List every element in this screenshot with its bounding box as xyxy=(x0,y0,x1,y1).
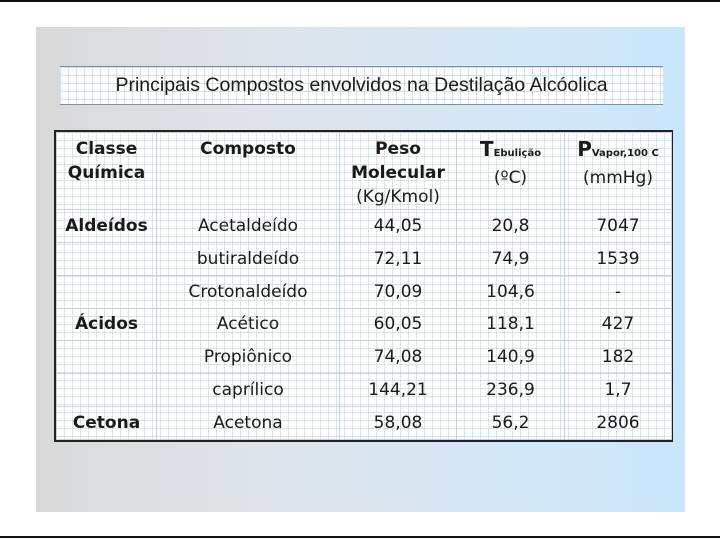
header-pvap-subscript: Vapor,100 C xyxy=(591,148,659,159)
table-row xyxy=(57,242,672,275)
header-teb-symbol: T xyxy=(479,137,494,161)
cell-pvap: 2806 xyxy=(565,407,672,440)
header-classe-line2: Química xyxy=(67,163,146,183)
header-composto-label: Composto xyxy=(200,139,296,159)
cell-classe xyxy=(57,275,157,308)
cell-classe xyxy=(57,242,157,275)
cell-composto: Acetaldeído xyxy=(157,210,340,243)
cell-peso: 58,08 xyxy=(340,407,457,440)
cell-teb: 104,6 xyxy=(457,275,565,308)
cell-teb: 20,8 xyxy=(457,210,565,243)
cell-classe xyxy=(57,341,157,374)
header-peso-line1: Peso xyxy=(375,139,421,159)
cell-classe xyxy=(57,374,157,407)
table-row xyxy=(57,308,672,341)
header-pvap xyxy=(565,133,672,210)
cell-pvap: 182 xyxy=(565,341,672,374)
header-teb xyxy=(457,133,565,210)
cell-pvap: - xyxy=(565,275,672,308)
cell-pvap: 427 xyxy=(565,308,672,341)
cell-peso: 74,08 xyxy=(340,341,457,374)
cell-peso: 60,05 xyxy=(340,308,457,341)
cell-peso: 72,11 xyxy=(340,242,457,275)
header-peso-line2: Molecular xyxy=(351,163,445,183)
table-row xyxy=(57,341,672,374)
cell-composto: caprílico xyxy=(157,374,340,407)
header-composto xyxy=(157,133,340,210)
cell-peso: 44,05 xyxy=(340,210,457,243)
table-row xyxy=(57,374,672,407)
cell-composto: Propiônico xyxy=(157,341,340,374)
cell-teb: 236,9 xyxy=(457,374,565,407)
top-rule xyxy=(0,0,720,2)
cell-composto: butiraldeído xyxy=(157,242,340,275)
cell-composto: Acético xyxy=(157,308,340,341)
header-teb-unit: (ºC) xyxy=(493,168,528,188)
bottom-rule xyxy=(0,536,720,538)
header-pvap-unit: (mmHg) xyxy=(583,168,653,188)
cell-teb: 118,1 xyxy=(457,308,565,341)
cell-classe: Ácidos xyxy=(57,308,157,341)
cell-peso: 70,09 xyxy=(340,275,457,308)
cell-composto: Crotonaldeído xyxy=(157,275,340,308)
header-peso-unit: (Kg/Kmol) xyxy=(356,187,440,207)
title-banner xyxy=(60,66,663,105)
cell-peso: 144,21 xyxy=(340,374,457,407)
cell-classe: Aldeídos xyxy=(57,210,157,243)
cell-classe: Cetona xyxy=(57,407,157,440)
header-peso xyxy=(340,133,457,210)
cell-teb: 56,2 xyxy=(457,407,565,440)
cell-pvap: 7047 xyxy=(565,210,672,243)
cell-teb: 140,9 xyxy=(457,341,565,374)
cell-pvap: 1539 xyxy=(565,242,672,275)
header-row xyxy=(57,133,672,210)
header-classe-line1: Classe xyxy=(75,139,138,159)
header-pvap-symbol: P xyxy=(577,137,592,161)
header-teb-subscript: Ebulição xyxy=(493,148,542,159)
header-classe xyxy=(57,133,157,210)
cell-teb: 74,9 xyxy=(457,242,565,275)
compounds-table xyxy=(54,130,673,442)
cell-pvap: 1,7 xyxy=(565,374,672,407)
table-row xyxy=(57,210,672,243)
table-row xyxy=(57,407,672,440)
cell-composto: Acetona xyxy=(157,407,340,440)
page-title: Principais Compostos envolvidos na Destilação Alcóolica xyxy=(115,74,608,96)
table-row xyxy=(57,275,672,308)
